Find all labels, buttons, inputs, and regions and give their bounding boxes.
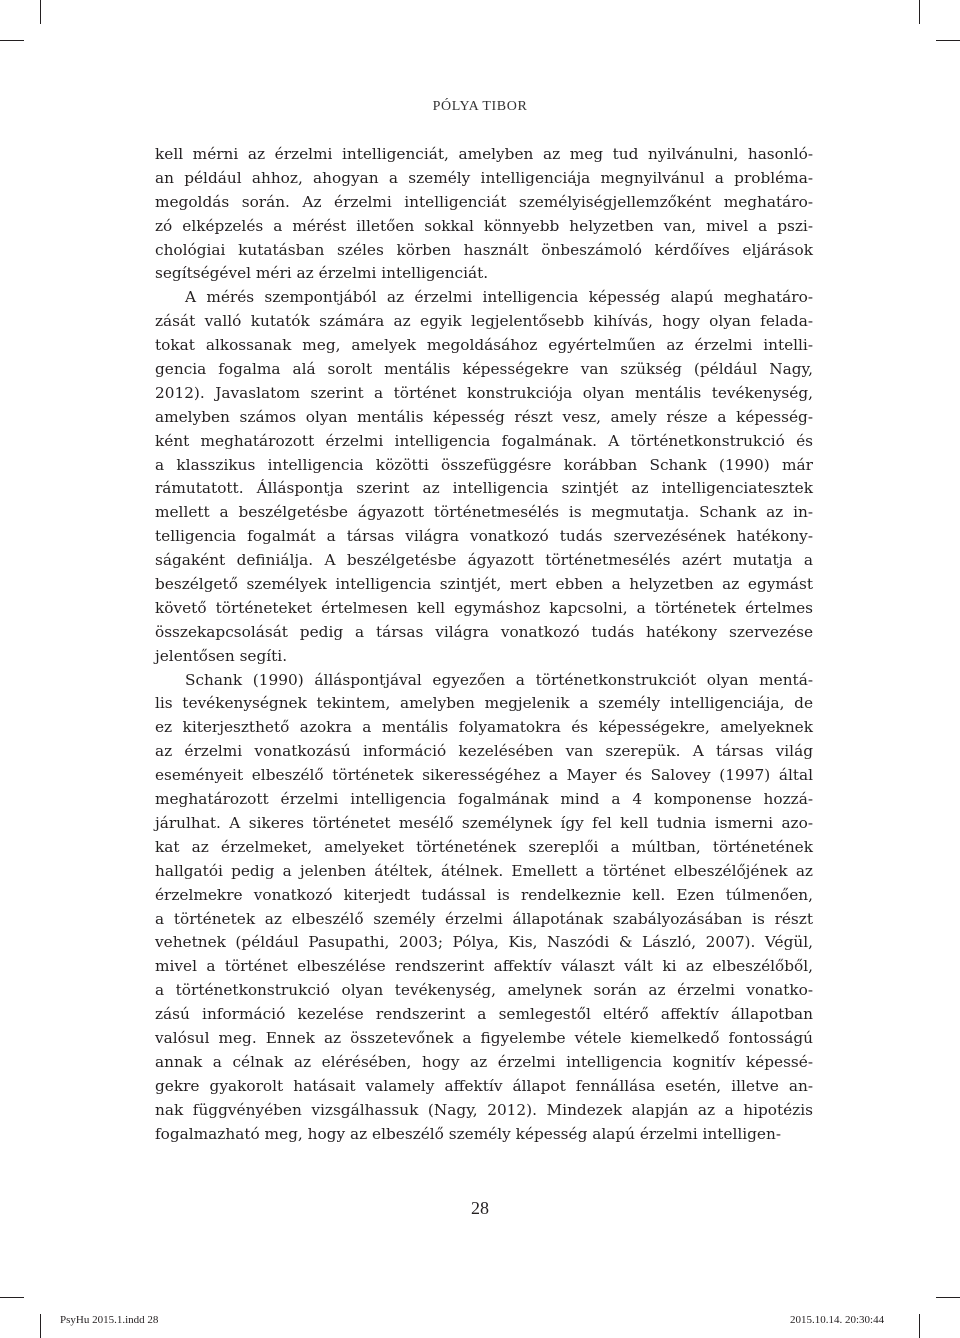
text-line: tokat alkossanak meg, amelyek megoldásához egyértelműen az érzelmi intelli- [155, 336, 813, 355]
text-line: járulhat. A sikeres történetet mesélő személynek így fel kell tudnia ismerni azo- [155, 813, 813, 832]
text-line: fogalmazható meg, hogy az elbeszélő személy képesség alapú érzelmi intelligen- [155, 1124, 781, 1143]
page-number: 28 [471, 1198, 489, 1218]
running-head: PÓLYA TIBOR [432, 99, 528, 114]
text-line: an például ahhoz, ahogyan a személy intelligenciája megnyilvánul a probléma- [155, 168, 813, 187]
text-line: segítségével méri az érzelmi intelligenciát. [155, 264, 489, 283]
text-line: mellett a beszélgetésbe ágyazott történetmesélés is megmutatja. Schank az in- [155, 503, 813, 522]
crop-mark [40, 0, 41, 24]
text-line: hallgatói pedig a jelenben átéltek, átélnek. Emellett a történet elbeszélőjének az [155, 861, 813, 880]
text-line: rámutatott. Álláspontja szerint az intelligencia szintjét az intelligenciatesztek [155, 479, 813, 498]
text-line: az érzelmi vonatkozású információ kezelésében van szerepük. A társas világ [155, 742, 813, 761]
text-line: gencia fogalma alá sorolt mentális képességekre van szükség (például Nagy, [155, 360, 813, 379]
text-line: gekre gyakorolt hatásait valamely affektív állapot fennállása esetén, illetve an- [155, 1076, 813, 1095]
text-line: chológiai kutatásban széles körben használt önbeszámoló kérdőíves eljárások [155, 240, 813, 259]
text-line: ez kiterjeszthető azokra a mentális folyamatokra és képességekre, amelyeknek [155, 718, 813, 737]
text-line: a klasszikus intelligencia közötti összefüggésre korábban Schank (1990) már [155, 455, 813, 474]
crop-mark [936, 40, 960, 41]
text-line: Schank (1990) álláspontjával egyezően a történetkonstrukciót olyan mentá- [185, 670, 813, 689]
paragraph [155, 286, 813, 668]
text-line: telligencia fogalmát a társas világra vonatkozó tudás szervezésének hatékony- [155, 527, 813, 546]
slug-date: 2015.10.14. 20:30:44 [790, 1314, 885, 1326]
text-line: A mérés szempontjából az érzelmi intelligencia képesség alapú meghatáro- [185, 288, 813, 307]
text-line: eseményeit elbeszélő történetek sikerességéhez a Mayer és Salovey (1997) által [155, 766, 813, 785]
crop-mark [40, 1314, 41, 1338]
text-line: amelyben számos olyan mentális képesség részt vesz, amely része a képesség- [155, 407, 813, 426]
text-line: jelentősen segíti. [155, 646, 288, 665]
text-line: nak függvényében vizsgálhassuk (Nagy, 2012). Mindezek alapján az a hipotézis [155, 1100, 813, 1119]
text-line: megoldás során. Az érzelmi intelligenciát személyiségjellemzőként meghatáro- [155, 192, 813, 211]
text-line: a történetkonstrukció olyan tevékenység, amelynek során az érzelmi vonatko- [155, 981, 813, 1000]
text-line: mivel a történet elbeszélése rendszerint affektív választ vált ki az elbeszélőből, [155, 957, 813, 976]
text-line: a történetek az elbeszélő személy érzelmi állapotának szabályozásában is részt [155, 909, 813, 928]
paragraph [155, 669, 813, 1147]
paragraph [155, 143, 813, 286]
text-line: kell mérni az érzelmi intelligenciát, amelyben az meg tud nyilvánulni, hasonló- [155, 145, 813, 163]
text-line: vehetnek (például Pasupathi, 2003; Pólya, Kis, Naszódi & László, 2007). Végül, [155, 933, 813, 952]
text-line: annak a célnak az elérésében, hogy az érzelmi intelligencia kognitív képessé- [155, 1052, 813, 1071]
paragraphs [155, 143, 813, 1146]
crop-mark [919, 1314, 920, 1338]
text-line: összekapcsolását pedig a társas világra vonatkozó tudás hatékony szervezése [155, 622, 813, 641]
crop-mark [0, 1297, 24, 1298]
text-line: valósul meg. Ennek az összetevőnek a figyelembe vétele kiemelkedő fontosságú [155, 1028, 813, 1047]
text-line: meghatározott érzelmi intelligencia fogalmának mind a 4 komponense hozzá- [155, 790, 813, 809]
text-line: lis tevékenységnek tekintem, amelyben megjelenik a személy intelligenciája, de [155, 694, 813, 713]
text-line: 2012). Javaslatom szerint a történet konstrukciója olyan mentális tevékenység, [155, 383, 813, 402]
text-line: zású információ kezelése rendszerint a semlegestől eltérő affektív állapotban [155, 1005, 813, 1024]
text-line: ságaként definiálja. A beszélgetésbe ágyazott történetmesélés azért mutatja a [155, 551, 813, 570]
text-line: kat az érzelmeket, amelyeket történetének szereplői a múltban, történetének [155, 837, 813, 856]
text-line: beszélgető személyek intelligencia szintjét, mert ebben a helyzetben az egymást [155, 575, 813, 594]
text-line: ként meghatározott érzelmi intelligencia fogalmának. A történetkonstrukció és [155, 431, 813, 450]
body-text [155, 143, 813, 1146]
text-line: zó elképzelés a mérést illetően sokkal könnyebb helyzetben van, mivel a pszi- [155, 216, 813, 235]
slug-file: PsyHu 2015.1.indd 28 [60, 1314, 159, 1326]
text-line: zását valló kutatók számára az egyik legjelentősebb kihívás, hogy olyan felada- [155, 312, 813, 331]
crop-mark [919, 0, 920, 24]
text-line: érzelmekre vonatkozó kiterjedt tudással is rendelkeznie kell. Ezen túlmenően, [155, 885, 813, 904]
crop-mark [936, 1297, 960, 1298]
text-line: követő történeteket értelmesen kell egymáshoz kapcsolni, a történetek értelmes [155, 598, 813, 617]
crop-mark [0, 40, 24, 41]
